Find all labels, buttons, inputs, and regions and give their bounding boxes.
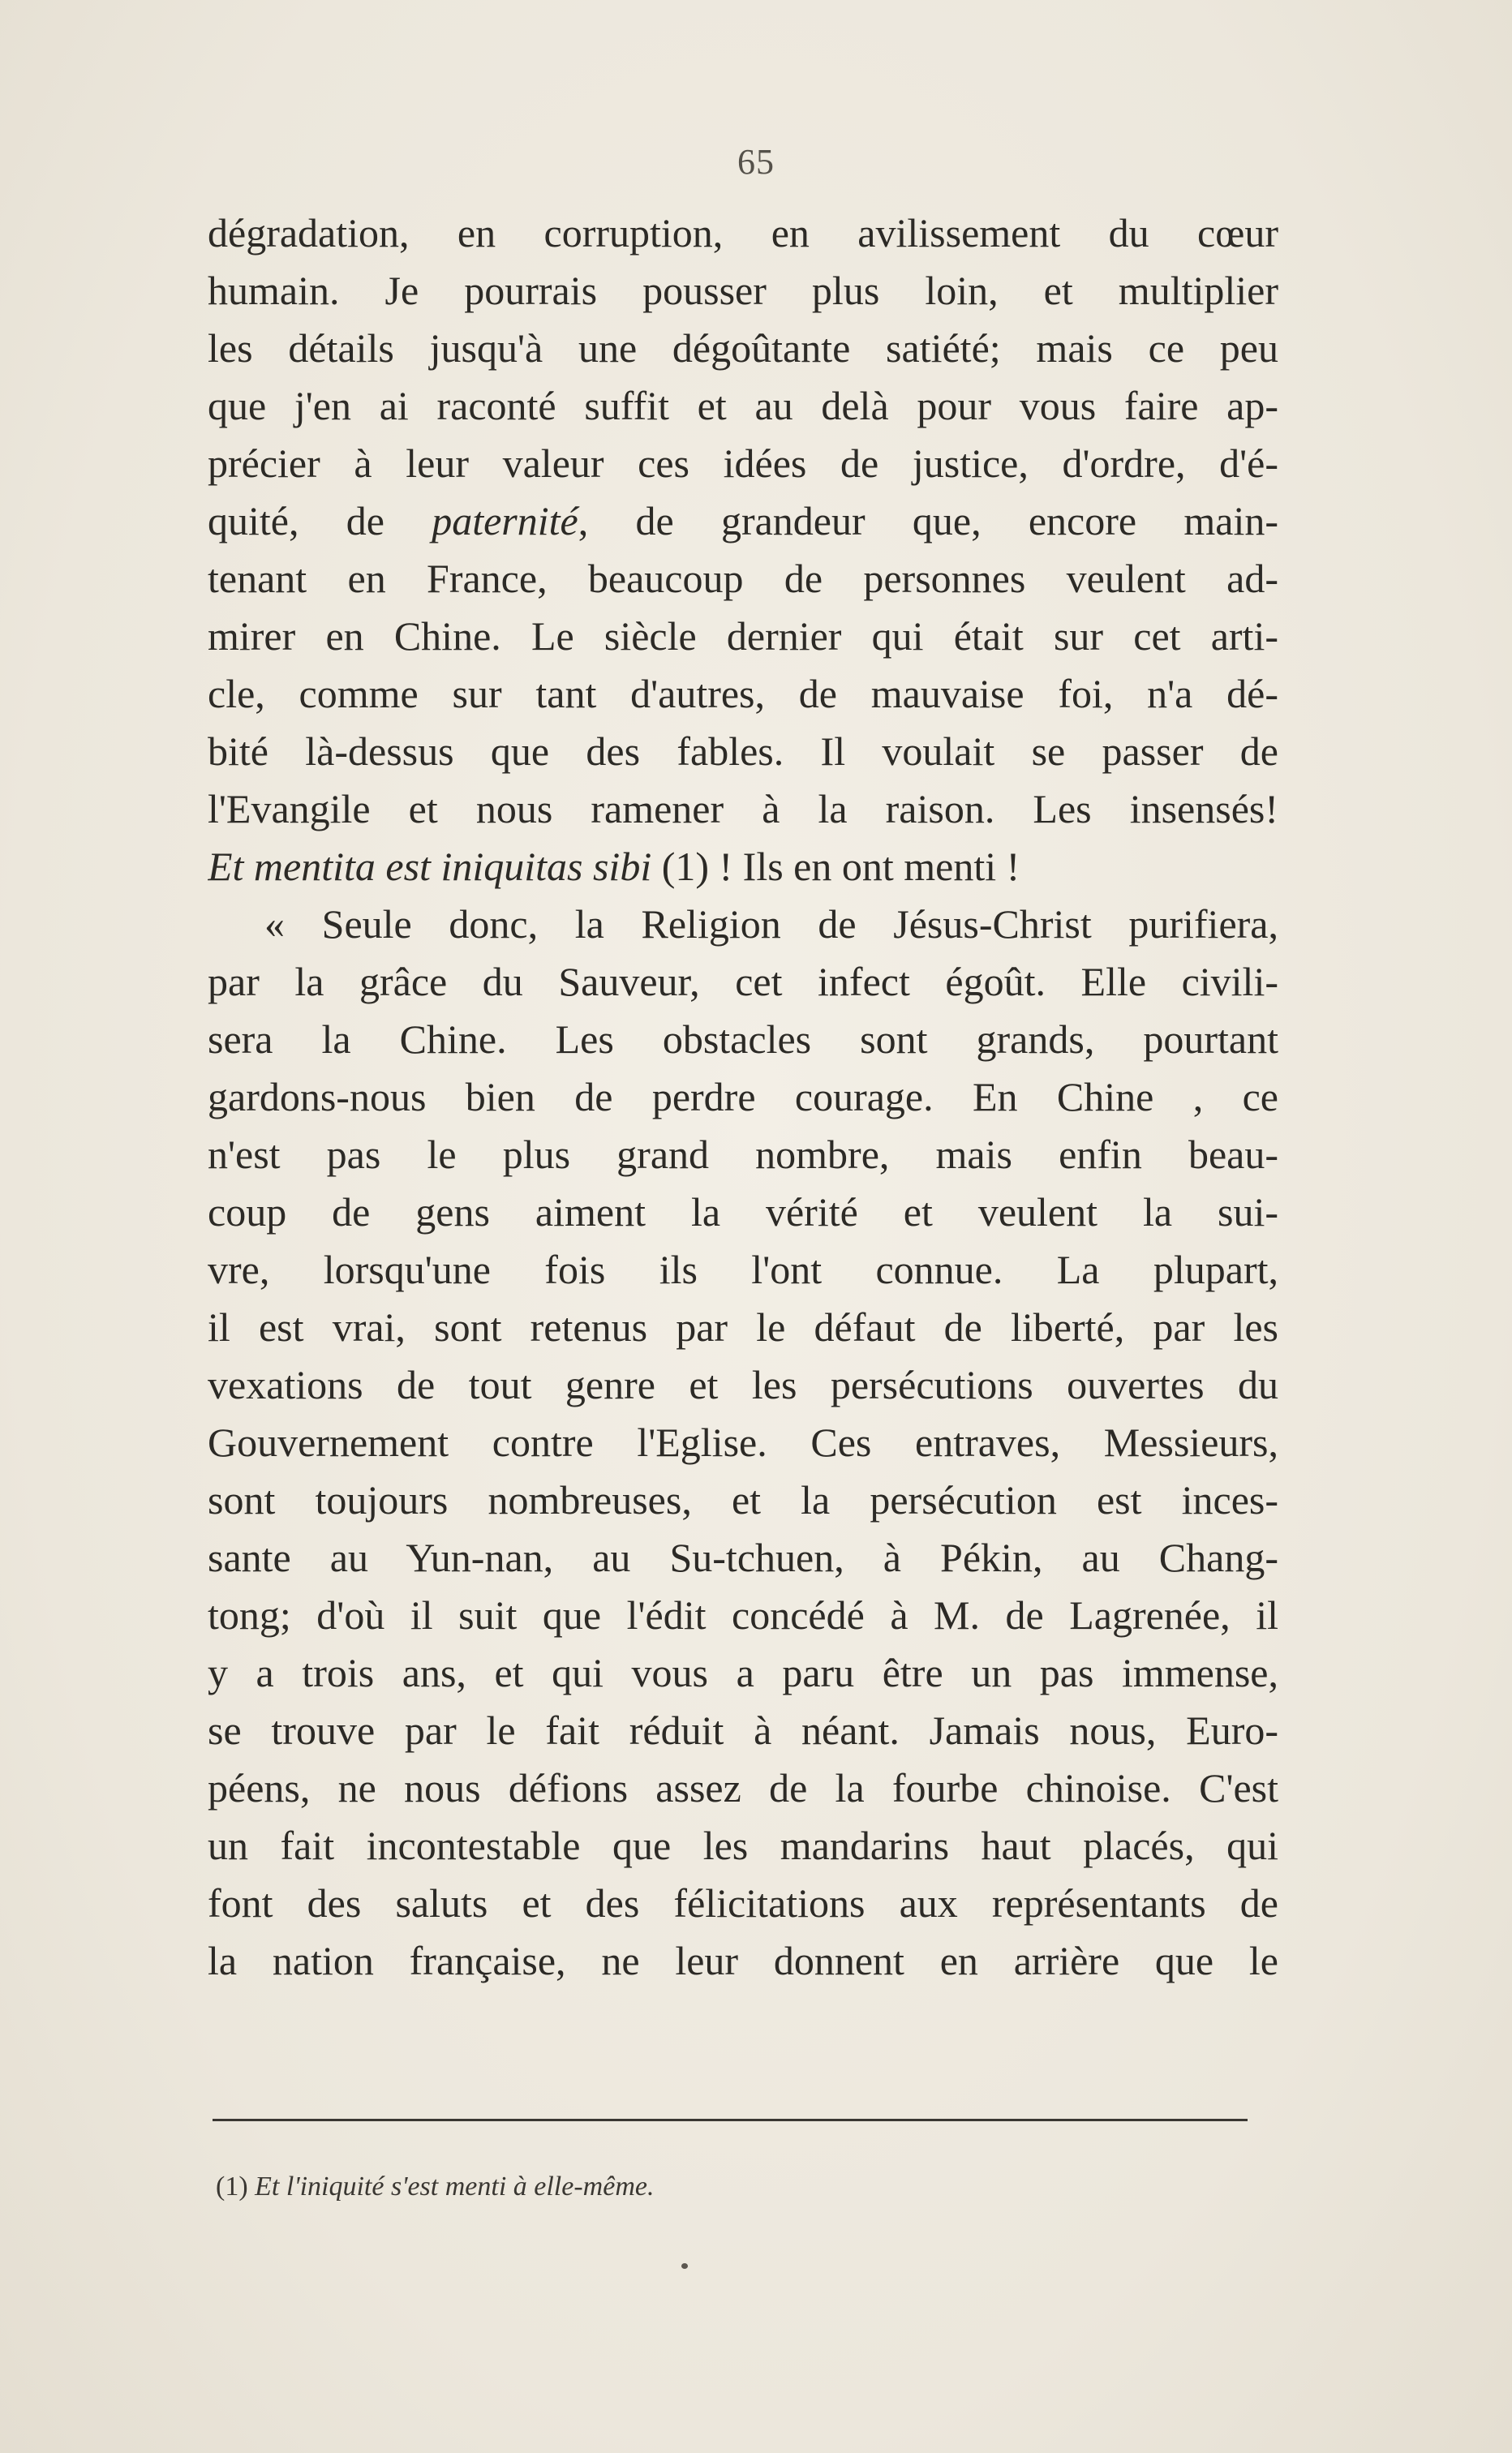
text-segment: sont toujours nombreuses, et la persécution est inces- xyxy=(208,1477,1278,1523)
text-line xyxy=(208,1011,1278,1068)
text-line xyxy=(208,204,1278,262)
text-line xyxy=(208,1471,1278,1529)
text-segment: n'est pas le plus grand nombre, mais enfin beau- xyxy=(208,1132,1278,1177)
text-segment: font des saluts et des félicitations aux représentants de xyxy=(208,1880,1278,1926)
text-segment: la nation française, ne leur donnent en arrière que le xyxy=(208,1938,1278,1983)
text-line xyxy=(208,1529,1278,1587)
footnote-text: Et l'iniquité s'est menti à elle-même. xyxy=(255,2172,655,2202)
text-segment: quité, de xyxy=(208,498,432,543)
text-line xyxy=(208,1932,1278,1990)
text-line xyxy=(208,1414,1278,1471)
text-segment: , de grandeur que, encore main- xyxy=(578,498,1278,543)
text-segment: se trouve par le fait réduit à néant. Jamais nous, Euro- xyxy=(208,1708,1278,1753)
text-segment: que j'en ai raconté suffit et au delà pour vous faire ap- xyxy=(208,383,1278,428)
text-segment: vexations de tout genre et les persécutions ouvertes du xyxy=(208,1362,1278,1407)
text-line xyxy=(208,608,1278,665)
text-line xyxy=(208,262,1278,320)
text-segment: y a trois ans, et qui vous a paru être un pas immense, xyxy=(208,1650,1278,1695)
text-segment: un fait incontestable que les mandarins haut placés, qui xyxy=(208,1823,1278,1868)
text-segment: Gouvernement contre l'Eglise. Ces entraves, Messieurs, xyxy=(208,1420,1278,1465)
text-segment: tong; d'où il suit que l'édit concédé à M. de Lagrenée, il xyxy=(208,1592,1278,1638)
text-line xyxy=(208,1759,1278,1817)
footnote xyxy=(216,2167,1189,2206)
text-line xyxy=(208,435,1278,492)
text-segment: « Seule donc, la Religion de Jésus-Christ purifiera, xyxy=(264,901,1278,947)
text-segment: sante au Yun-nan, au Su-tchuen, à Pékin, au Chang- xyxy=(208,1535,1278,1580)
page-number: 65 xyxy=(737,142,775,182)
text-segment: l'Evangile et nous ramener à la raison. Les insensés! xyxy=(208,786,1278,831)
text-segment: gardons-nous bien de perdre courage. En Chine , ce xyxy=(208,1074,1278,1119)
text-line xyxy=(208,1875,1278,1932)
text-segment: bité là-dessus que des fables. Il voulait se passer de xyxy=(208,728,1278,774)
text-line xyxy=(208,1241,1278,1299)
text-segment: les détails jusqu'à une dégoûtante satiété; mais ce peu xyxy=(208,325,1278,371)
italic-text: Et mentita est iniquitas sibi xyxy=(208,844,652,889)
text-segment: cle, comme sur tant d'autres, de mauvaise foi, n'a dé- xyxy=(208,671,1278,716)
text-segment: mirer en Chine. Le siècle dernier qui était sur cet arti- xyxy=(208,613,1278,659)
text-line xyxy=(208,1817,1278,1875)
ink-speck xyxy=(681,2263,688,2269)
text-line xyxy=(208,1356,1278,1414)
footnote-divider xyxy=(213,2119,1248,2121)
text-segment: vre, lorsqu'une fois ils l'ont connue. La plupart, xyxy=(208,1247,1278,1292)
body-text xyxy=(208,204,1278,1990)
text-line xyxy=(208,838,1278,896)
text-segment: péens, ne nous défions assez de la fourbe chinoise. C'est xyxy=(208,1765,1278,1811)
text-line xyxy=(208,1068,1278,1126)
text-line xyxy=(208,1587,1278,1644)
text-segment: tenant en France, beaucoup de personnes veulent ad- xyxy=(208,556,1278,601)
text-line xyxy=(208,896,1278,953)
text-segment: coup de gens aiment la vérité et veulent la sui- xyxy=(208,1189,1278,1235)
footnote-marker: (1) xyxy=(216,2172,248,2202)
text-segment: humain. Je pourrais pousser plus loin, et multiplier xyxy=(208,268,1278,313)
text-line xyxy=(208,492,1278,550)
text-segment: (1) ! Ils en ont menti ! xyxy=(651,844,1020,889)
text-line xyxy=(208,1644,1278,1702)
text-segment: il est vrai, sont retenus par le défaut de liberté, par les xyxy=(208,1304,1278,1350)
text-line xyxy=(208,723,1278,780)
text-line xyxy=(208,1126,1278,1184)
text-line xyxy=(208,780,1278,838)
text-line xyxy=(208,320,1278,377)
text-line xyxy=(208,1184,1278,1241)
text-segment: sera la Chine. Les obstacles sont grands, pourtant xyxy=(208,1016,1278,1062)
italic-text: paternité xyxy=(432,498,578,543)
text-line xyxy=(208,377,1278,435)
text-line xyxy=(208,550,1278,608)
text-segment: par la grâce du Sauveur, cet infect égoût. Elle civili- xyxy=(208,959,1278,1004)
text-line xyxy=(208,665,1278,723)
text-line xyxy=(208,953,1278,1011)
text-segment: précier à leur valeur ces idées de justice, d'ordre, d'é- xyxy=(208,440,1278,486)
text-segment: dégradation, en corruption, en avilissement du cœur xyxy=(208,210,1278,256)
text-line xyxy=(208,1702,1278,1759)
text-line xyxy=(208,1299,1278,1356)
